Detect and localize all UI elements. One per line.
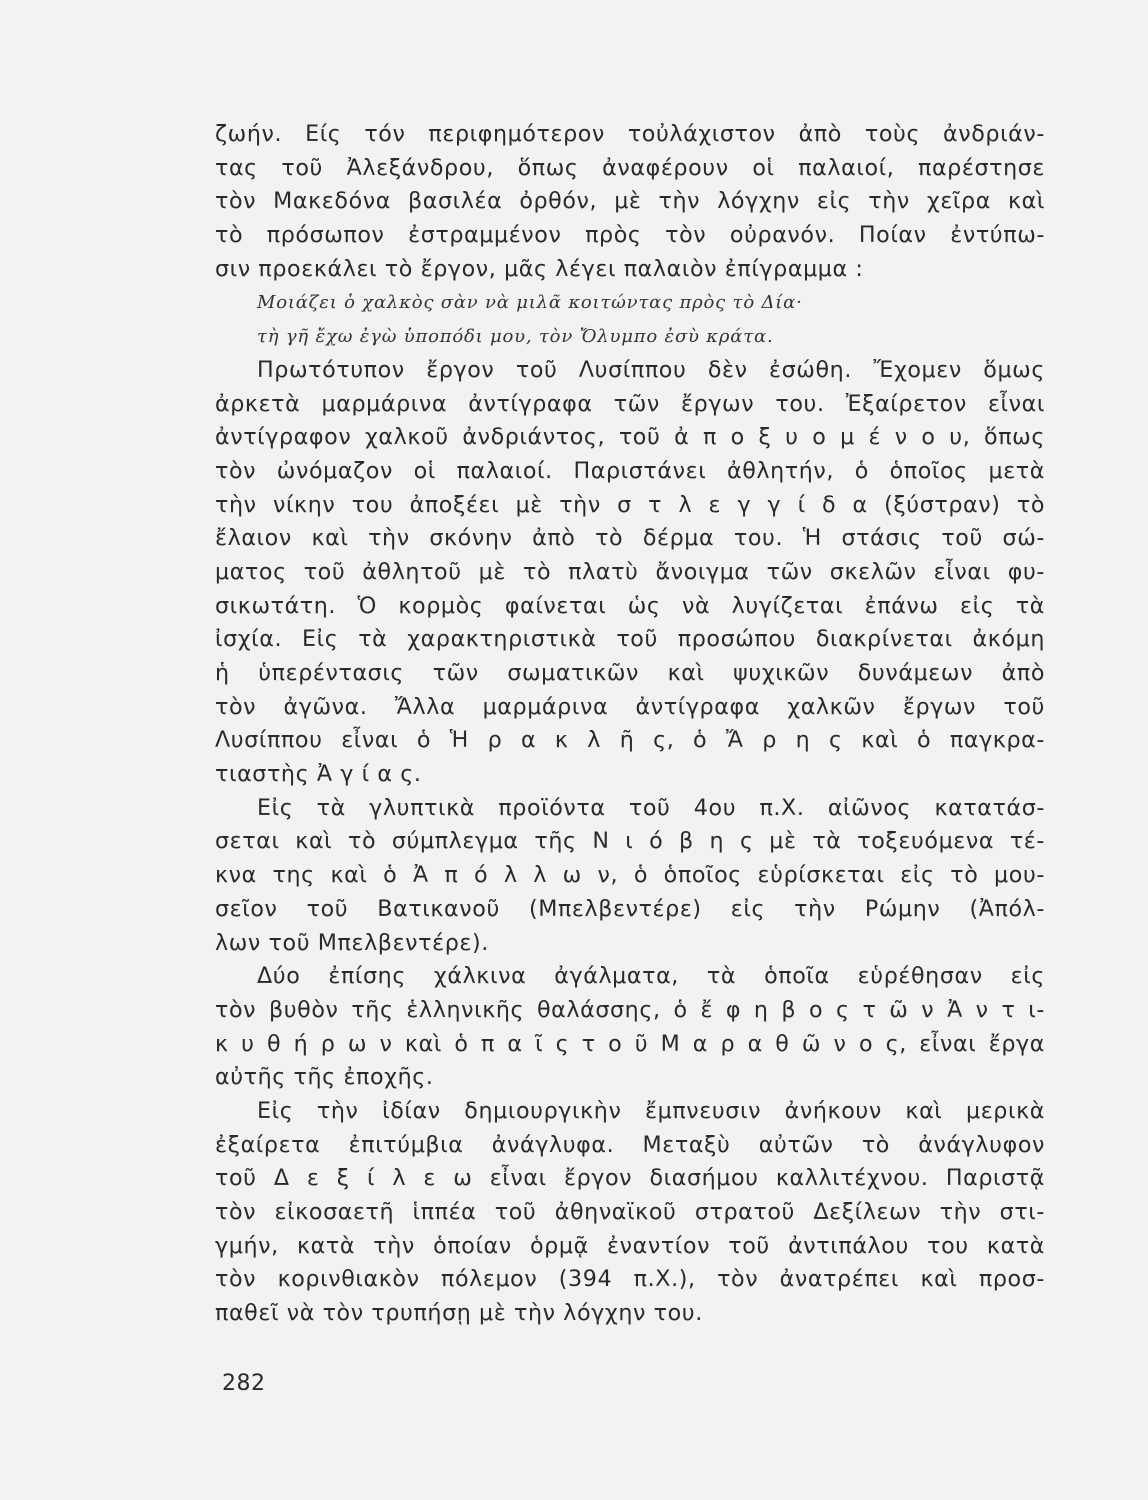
text-line: αὐτῆς τῆς ἐποχῆς.: [215, 1064, 434, 1091]
text-line: κνα της καὶ ὁ Ἀ π ό λ λ ω ν, ὁ ὁποῖος εὑρίσκεται εἰς τὸ μου-: [215, 862, 1045, 889]
text-line: παθεῖ νὰ τὸν τρυπήσῃ μὲ τὴν λόγχην του.: [215, 1300, 703, 1327]
body-text: [215, 118, 1045, 1331]
text-line: Λυσίππου εἶναι ὁ Ἡ ρ α κ λ ῆ ς, ὁ Ἄ ρ η ς καὶ ὁ παγκρα-: [215, 727, 1045, 754]
text-line: Εἰς τὰ γλυπτικὰ προϊόντα τοῦ 4ου π.Χ. αἰῶνος κατατάσ-: [257, 794, 1045, 821]
epigram-verse: Μοιάζει ὁ χαλκὸς σὰν νὰ μιλᾶ κοιτώντας πρὸς τὸ Δία·: [257, 292, 803, 314]
text-line: ματος τοῦ ἀθλητοῦ μὲ τὸ πλατὺ ἄνοιγμα τῶν σκελῶν εἶναι φυ-: [215, 558, 1045, 585]
text-line: ζωήν. Είς τόν περιφημότερον τοὐλάχιστον ἀπὸ τοὺς ἀνδριάν-: [215, 121, 1045, 147]
text-line: τὸ πρόσωπον ἐστραμμένον πρὸς τὸν οὐρανόν. Ποίαν ἐντύπω-: [215, 222, 1045, 249]
text-line: Πρωτότυπον ἔργον τοῦ Λυσίππου δὲν ἐσώθη. Ἔχομεν ὅμως: [257, 356, 1045, 383]
text-line: τοῦ Δ ε ξ ί λ ε ω εἶναι ἔργον διασήμου καλλιτέχνου. Παριστᾷ: [215, 1165, 1045, 1192]
text-line: γμήν, κατὰ τὴν ὁποίαν ὁρμᾷ ἐναντίον τοῦ ἀντιπάλου του κατὰ: [215, 1232, 1045, 1259]
text-line: σεῖον τοῦ Βατικανοῦ (Μπελβεντέρε) εἰς τὴν Ρώμην (Ἀπόλ-: [215, 895, 1045, 922]
text-line: τας τοῦ Ἀλεξάνδρου, ὅπως ἀναφέρουν οἱ παλαιοί, παρέστησε: [215, 154, 1045, 181]
text-line: τὸν εἰκοσαετῆ ἱππέα τοῦ ἀθηναϊκοῦ στρατοῦ Δεξίλεων τὴν στι-: [215, 1199, 1045, 1225]
text-line: λων τοῦ Μπελβεντέρε).: [215, 929, 489, 956]
text-line: τὸν ἀγῶνα. Ἄλλα μαρμάρινα ἀντίγραφα χαλκῶν ἔργων τοῦ: [215, 693, 1045, 720]
text-line: τὸν κορινθιακὸν πόλεμον (394 π.Χ.), τὸν ἀνατρέπει καὶ προσ-: [215, 1266, 1045, 1293]
text-line: τιαστὴς Ἀ γ ί α ς.: [215, 761, 422, 788]
text-line: τὸν ὠνόμαζον οἱ παλαιοί. Παριστάνει ἀθλητήν, ὁ ὁποῖος μετὰ: [215, 457, 1045, 484]
text-line: ἐξαίρετα ἐπιτύμβια ἀνάγλυφα. Μεταξὺ αὐτῶν τὸ ἀνάγλυφον: [215, 1131, 1045, 1158]
text-line: τὴν νίκην του ἀποξέει μὲ τὴν σ τ λ ε γ γ ί δ α (ξύστραν) τὸ: [215, 491, 1045, 518]
text-line: σιν προεκάλει τὸ ἔργον, μᾶς λέγει παλαιὸν ἐπίγραμμα :: [215, 255, 864, 282]
text-line: ἰσχία. Εἰς τὰ χαρακτηριστικὰ τοῦ προσώπου διακρίνεται ἀκόμη: [215, 626, 1045, 653]
text-line: ἔλαιον καὶ τὴν σκόνην ἀπὸ τὸ δέρμα του. Ἡ στάσις τοῦ σώ-: [215, 525, 1045, 552]
text-line: ἡ ὑπερέντασις τῶν σωματικῶν καὶ ψυχικῶν δυνάμεων ἀπὸ: [215, 660, 1045, 686]
text-line: ἀρκετὰ μαρμάρινα ἀντίγραφα τῶν ἔργων του. Ἐξαίρετον εἶναι: [215, 390, 1045, 417]
text-line: Δύο ἐπίσης χάλκινα ἀγάλματα, τὰ ὁποῖα εὑρέθησαν εἰς: [257, 963, 1045, 990]
text-line: Εἰς τὴν ἰδίαν δημιουργικὴν ἔμπνευσιν ἀνήκουν καὶ μερικὰ: [257, 1097, 1045, 1124]
text-line: τὸν βυθὸν τῆς ἑλληνικῆς θαλάσσης, ὁ ἔ φ η β ο ς τ ῶ ν Ἀ ν τ ι-: [215, 996, 1045, 1023]
epigram-verse: τὴ γῆ ἔχω ἐγὼ ὑποπόδι μου, τὸν Ὄλυμπο ἐσὺ κράτα.: [257, 326, 774, 348]
page-number: 282: [222, 1371, 266, 1396]
text-line: σικωτάτη. Ὁ κορμὸς φαίνεται ὡς νὰ λυγίζεται ἐπάνω εἰς τὰ: [215, 592, 1045, 619]
text-line: κ υ θ ή ρ ω ν καὶ ὁ π α ῖ ς τ ο ῦ Μ α ρ α θ ῶ ν ο ς, εἶναι ἔργα: [215, 1030, 1045, 1057]
text-line: σεται καὶ τὸ σύμπλεγμα τῆς Ν ι ό β η ς μὲ τὰ τοξευόμενα τέ-: [215, 828, 1045, 855]
text-line: ἀντίγραφον χαλκοῦ ἀνδριάντος, τοῦ ἀ π ο ξ υ ο μ έ ν ο υ, ὅπως: [215, 424, 1045, 451]
text-line: τὸν Μακεδόνα βασιλέα ὀρθόν, μὲ τὴν λόγχην εἰς τὴν χεῖρα καὶ: [215, 188, 1045, 215]
